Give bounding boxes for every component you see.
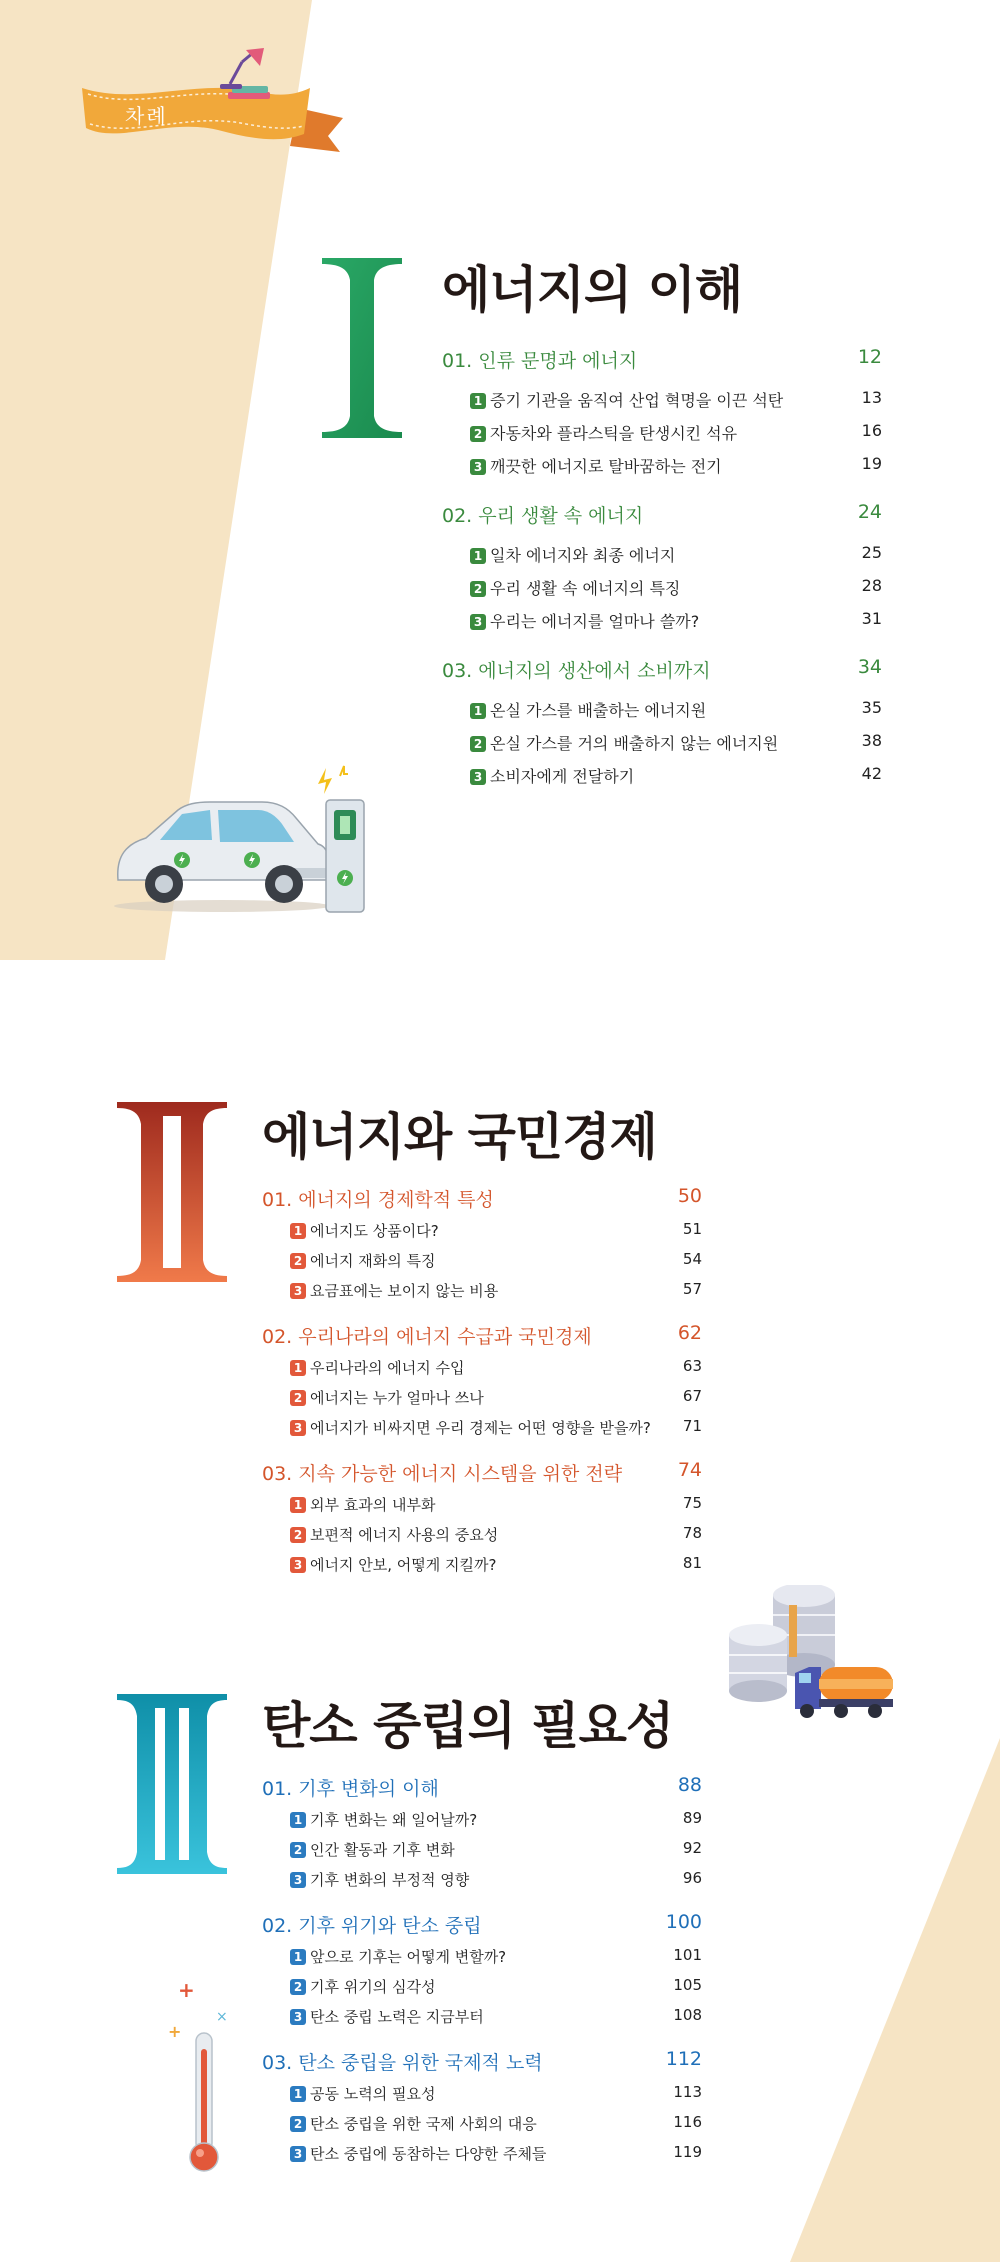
item-number-badge: 2 <box>470 581 486 597</box>
chapter-title: 01. 기후 변화의 이해 <box>262 1778 439 1800</box>
toc-item[interactable] <box>290 1280 702 1301</box>
item-number-badge: 1 <box>290 1812 306 1828</box>
item-title: 온실 가스를 배출하는 에너지원 <box>490 701 707 720</box>
item-title: 소비자에게 전달하기 <box>490 767 635 786</box>
item-number-badge: 2 <box>470 736 486 752</box>
item-title: 요금표에는 보이지 않는 비용 <box>310 1282 499 1300</box>
part-1-title: 에너지의 이해 <box>442 261 743 319</box>
item-title: 증기 기관을 움직여 산업 혁명을 이끈 석탄 <box>490 391 784 410</box>
chapter-title: 03. 지속 가능한 에너지 시스템을 위한 전략 <box>262 1463 623 1485</box>
item-title: 기후 변화는 왜 일어날까? <box>310 1811 478 1829</box>
item-number-badge: 2 <box>290 1979 306 1995</box>
toc-item[interactable] <box>470 698 882 721</box>
item-page: 42 <box>861 764 882 783</box>
item-title: 우리는 에너지를 얼마나 쓸까? <box>490 612 700 631</box>
item-title: 외부 효과의 내부화 <box>310 1496 436 1514</box>
toc-item[interactable] <box>290 2113 702 2134</box>
part-3-toc <box>262 1774 702 2174</box>
item-page: 19 <box>861 454 882 473</box>
toc-item[interactable] <box>290 1809 702 1830</box>
item-page: 113 <box>673 2083 702 2101</box>
part-1-toc <box>442 346 882 796</box>
toc-item[interactable] <box>290 1869 702 1890</box>
chapter-title: 03. 탄소 중립을 위한 국제적 노력 <box>262 2052 543 2074</box>
chapter-1-2[interactable] <box>442 501 882 529</box>
toc-item[interactable] <box>290 1417 702 1438</box>
chapter-page: 34 <box>857 656 882 678</box>
fuel-tanks-truck-illustration <box>725 1585 900 1735</box>
item-title: 에너지가 비싸지면 우리 경제는 어떤 영향을 받을까? <box>310 1419 651 1437</box>
toc-item[interactable] <box>470 388 882 411</box>
contents-label: 차례 <box>125 104 168 128</box>
chapter-title: 01. 에너지의 경제학적 특성 <box>262 1189 494 1211</box>
item-page: 108 <box>673 2006 702 2024</box>
toc-item[interactable] <box>290 2083 702 2104</box>
item-page: 57 <box>682 1280 702 1298</box>
chapter-title: 01. 인류 문명과 에너지 <box>442 350 638 372</box>
svg-text:×: × <box>216 2009 228 2025</box>
item-page: 31 <box>861 609 882 628</box>
part-2-title: 에너지와 국민경제 <box>262 1108 657 1166</box>
item-page: 67 <box>682 1387 702 1405</box>
item-page: 119 <box>673 2143 702 2161</box>
chapter-3-1[interactable] <box>262 1774 702 1802</box>
item-number-badge: 2 <box>290 1390 306 1406</box>
item-number-badge: 1 <box>470 703 486 719</box>
item-title: 탄소 중립에 동참하는 다양한 주체들 <box>310 2145 547 2163</box>
item-page: 28 <box>861 576 882 595</box>
item-title: 에너지 안보, 어떻게 지킬까? <box>310 1556 497 1574</box>
chapter-page: 112 <box>665 2048 702 2070</box>
item-title: 일차 에너지와 최종 에너지 <box>490 546 676 565</box>
toc-item[interactable] <box>290 1250 702 1271</box>
item-title: 공동 노력의 필요성 <box>310 2085 436 2103</box>
chapter-page: 62 <box>677 1322 702 1344</box>
item-page: 89 <box>682 1809 702 1827</box>
toc-item[interactable] <box>470 609 882 632</box>
item-number-badge: 1 <box>290 2086 306 2102</box>
item-number-badge: 1 <box>290 1223 306 1239</box>
chapter-1-1[interactable] <box>442 346 882 374</box>
chapter-2-1[interactable] <box>262 1185 702 1213</box>
item-page: 71 <box>682 1417 702 1435</box>
roman-numeral-1 <box>322 258 402 438</box>
item-title: 앞으로 기후는 어떻게 변할까? <box>310 1948 507 1966</box>
item-page: 38 <box>861 731 882 750</box>
item-page: 75 <box>682 1494 702 1512</box>
chapter-1-3[interactable] <box>442 656 882 684</box>
item-title: 자동차와 플라스틱을 탄생시킨 석유 <box>490 424 738 443</box>
toc-item[interactable] <box>290 2006 702 2027</box>
item-title: 탄소 중립을 위한 국제 사회의 대응 <box>310 2115 537 2133</box>
item-number-badge: 3 <box>470 614 486 630</box>
contents-banner <box>78 48 348 158</box>
item-number-badge: 2 <box>470 426 486 442</box>
item-number-badge: 3 <box>290 1872 306 1888</box>
toc-item[interactable] <box>290 1839 702 1860</box>
svg-text:+: + <box>178 1978 195 2002</box>
item-page: 25 <box>861 543 882 562</box>
toc-item[interactable] <box>290 1976 702 1997</box>
item-number-badge: 2 <box>290 1527 306 1543</box>
chapter-3-3[interactable] <box>262 2048 702 2076</box>
item-page: 13 <box>861 388 882 407</box>
item-number-badge: 1 <box>290 1949 306 1965</box>
item-number-badge: 3 <box>290 1557 306 1573</box>
item-title: 인간 활동과 기후 변화 <box>310 1841 455 1859</box>
toc-item[interactable] <box>290 1387 702 1408</box>
thermometer-illustration <box>168 1975 248 2175</box>
item-page: 63 <box>682 1357 702 1375</box>
toc-item[interactable] <box>470 421 882 444</box>
electric-car-illustration <box>112 760 372 915</box>
chapter-page: 24 <box>857 501 882 523</box>
item-number-badge: 3 <box>470 769 486 785</box>
chapter-page: 100 <box>665 1911 702 1933</box>
toc-item[interactable] <box>290 1554 702 1575</box>
part-2-toc <box>262 1185 702 1585</box>
item-title: 깨끗한 에너지로 탈바꿈하는 전기 <box>490 457 722 476</box>
toc-item[interactable] <box>290 1357 702 1378</box>
item-number-badge: 3 <box>290 2009 306 2025</box>
item-number-badge: 1 <box>290 1360 306 1376</box>
svg-text:+: + <box>168 2022 182 2041</box>
item-page: 101 <box>673 1946 702 1964</box>
item-title: 에너지 재화의 특징 <box>310 1252 436 1270</box>
item-page: 51 <box>682 1220 702 1238</box>
item-number-badge: 1 <box>470 548 486 564</box>
item-title: 기후 위기의 심각성 <box>310 1978 436 1996</box>
item-page: 16 <box>861 421 882 440</box>
item-title: 에너지는 누가 얼마나 쓰나 <box>310 1389 484 1407</box>
item-number-badge: 3 <box>470 459 486 475</box>
item-title: 우리 생활 속 에너지의 특징 <box>490 579 681 598</box>
toc-item[interactable] <box>470 454 882 477</box>
item-number-badge: 2 <box>290 1253 306 1269</box>
item-title: 보편적 에너지 사용의 중요성 <box>310 1526 499 1544</box>
toc-item[interactable] <box>290 1524 702 1545</box>
item-title: 우리나라의 에너지 수입 <box>310 1359 465 1377</box>
toc-item[interactable] <box>290 2143 702 2164</box>
item-page: 96 <box>682 1869 702 1887</box>
item-page: 78 <box>682 1524 702 1542</box>
toc-item[interactable] <box>290 1220 702 1241</box>
chapter-title: 03. 에너지의 생산에서 소비까지 <box>442 660 711 682</box>
item-page: 92 <box>682 1839 702 1857</box>
toc-item[interactable] <box>290 1946 702 1967</box>
chapter-3-2[interactable] <box>262 1911 702 1939</box>
chapter-page: 88 <box>677 1774 702 1796</box>
roman-numeral-3 <box>117 1694 227 1874</box>
chapter-2-2[interactable] <box>262 1322 702 1350</box>
part-3-title: 탄소 중립의 필요성 <box>262 1697 674 1755</box>
item-number-badge: 2 <box>290 2116 306 2132</box>
chapter-page: 50 <box>677 1185 702 1207</box>
item-title: 온실 가스를 거의 배출하지 않는 에너지원 <box>490 734 779 753</box>
item-title: 에너지도 상품이다? <box>310 1222 439 1240</box>
item-page: 105 <box>673 1976 702 1994</box>
item-number-badge: 1 <box>290 1497 306 1513</box>
item-title: 기후 변화의 부정적 영향 <box>310 1871 470 1889</box>
item-number-badge: 1 <box>470 393 486 409</box>
toc-item[interactable] <box>470 764 882 787</box>
item-number-badge: 2 <box>290 1842 306 1858</box>
toc-item[interactable] <box>470 731 882 754</box>
toc-item[interactable] <box>290 1494 702 1515</box>
item-number-badge: 3 <box>290 1283 306 1299</box>
roman-numeral-2 <box>117 1102 227 1282</box>
item-number-badge: 3 <box>290 2146 306 2162</box>
chapter-title: 02. 우리 생활 속 에너지 <box>442 505 644 527</box>
chapter-2-3[interactable] <box>262 1459 702 1487</box>
chapter-title: 02. 기후 위기와 탄소 중립 <box>262 1915 482 1937</box>
item-page: 35 <box>861 698 882 717</box>
item-page: 81 <box>682 1554 702 1572</box>
item-title: 탄소 중립 노력은 지금부터 <box>310 2008 484 2026</box>
item-number-badge: 3 <box>290 1420 306 1436</box>
item-page: 54 <box>682 1250 702 1268</box>
chapter-page: 12 <box>857 346 882 368</box>
chapter-page: 74 <box>677 1459 702 1481</box>
toc-item[interactable] <box>470 576 882 599</box>
chapter-title: 02. 우리나라의 에너지 수급과 국민경제 <box>262 1326 592 1348</box>
toc-item[interactable] <box>470 543 882 566</box>
item-page: 116 <box>673 2113 702 2131</box>
